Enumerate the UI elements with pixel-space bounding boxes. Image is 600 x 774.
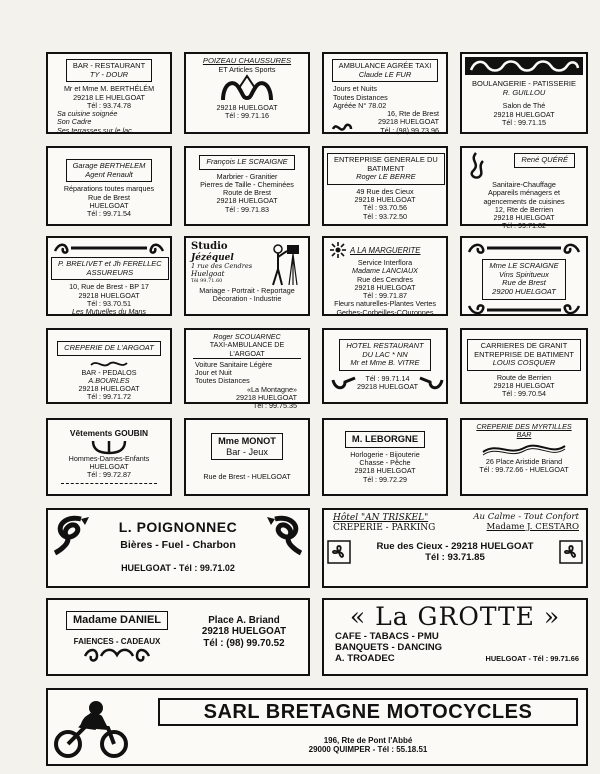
ad-text: Sanitaire-Chauffage [492,180,556,189]
ad-subtitle: Vins Spiritueux [499,269,549,279]
ad-address: 26 Place Aristide Briand [485,456,563,466]
ad-madame-daniel [46,598,310,676]
ad-owner: Madame LANCIAUX [352,266,418,276]
ad-address: HUELGOAT [89,461,129,471]
ad-text: Toutes Distances [195,376,250,386]
ad-phone: Tél : 99.70.54 [502,389,546,399]
shoe-logo-icon [217,74,277,104]
ad-m-leborgne [322,418,448,496]
ad-mme-monot [184,418,310,496]
ad-address: Rue de Brest [88,192,130,202]
ad-text: Marbrier - Granitier [216,171,278,181]
ad-box [467,339,581,371]
ad-box [57,341,161,356]
ad-box [332,59,439,82]
dragon-ornament-icon [51,513,93,557]
ad-box [514,153,575,168]
ad-address: 29218 HUELGOAT [354,466,416,476]
ad-phone: Tél : 99.71.16 [225,111,269,121]
ad-address: «La Montagne» [247,384,297,394]
ad-phone: Tél : 99.75.35 [253,401,297,411]
ad-address: HUELGOAT [89,200,129,210]
ad-rene-quere [460,146,588,231]
ad-title: Hôtel "AN TRISKEL" [333,513,429,523]
ad-box [51,257,169,280]
ad-box [345,431,425,448]
scroll-ornament-icon [465,303,583,317]
dragon-ornament-icon [263,513,305,557]
ad-box [158,698,578,726]
ad-title: P. BRELIVET et Jh FERELLEC [58,259,162,268]
ad-box [66,611,168,630]
ad-address: 29218 HUELGOAT [216,103,278,112]
ad-address: 29218 HUELGOAT [493,381,555,391]
ad-phone: Tél : 93.71.85 [425,551,485,563]
ad-title: L'ARGOAT [229,348,265,358]
ad-box [199,155,294,170]
ad-creperie-argoat [46,328,172,404]
ad-studio-jezequel [184,236,310,316]
ad-title: DU LAC * NN [362,349,408,359]
ad-title: HOTEL RESTAURANT [346,341,424,350]
ad-text: BAR - PEDALOS [81,367,137,377]
ad-owner: A. TROADEC [335,652,395,664]
ad-address: 12, Rte de Berrien [494,204,554,214]
ad-poizeau-chaussures [184,52,310,134]
photographer-icon [267,241,305,287]
ad-text: Pierres de Taille - Cheminées [200,179,294,189]
ad-francois-le-scraigne [184,146,310,226]
ad-entreprise-le-berre [322,146,448,226]
ad-phone: Tél 99.71.60 [191,277,223,284]
ad-owner: LOUIS COSQUER [492,358,556,368]
ad-phone: Tél : 99.71.83 [225,204,269,214]
ad-box [66,59,152,82]
ad-owner: Roger SCOUARNEC [213,332,281,341]
ad-address: Route de Berrien [496,372,552,382]
ad-box [466,78,582,99]
ad-text: Fleurs naturelles-Plantes Vertes [334,299,436,309]
ad-title: ENTREPRISE DE BATIMENT [474,349,574,359]
ad-subtitle: Bar - Jeux [226,446,268,457]
ad-subtitle: CREPERIE - PARKING [333,523,436,534]
ad-phone: Tél : 99.71.14 [365,373,410,383]
ad-box [327,153,445,185]
ad-text: agencements de cuisines [483,196,565,206]
ad-subtitle: Agent Renault [85,169,133,179]
ad-phone: Tél : 99.71.87 [363,291,407,301]
ad-subtitle: Roger LE BERRE [356,172,416,182]
ad-vetements-goubin [46,418,172,496]
ad-address: Place A. Briand [208,615,280,626]
ad-taxi-scouarnec [184,328,310,411]
ad-title: BAR - RESTAURANT [72,61,146,70]
ad-address: 29218 HUELGOAT [357,381,418,391]
ad-phone: 29000 QUIMPER - Tél : 55.18.51 [308,745,428,755]
ornament-icon [331,121,353,135]
ad-title: Garage BERTHELEM [72,161,146,170]
fork-ornament-icon [89,439,129,455]
ad-text: CAFE - TABACS - PMU [335,630,439,642]
ad-address: Route de Brest [223,188,271,198]
flame-ornament-icon [465,151,487,181]
ad-hotel-du-lac [322,328,448,404]
ad-text: Réparations toutes marques [63,184,155,194]
ad-bretagne-motocycles [46,688,588,766]
ad-brelivet-ferellec [46,236,172,316]
ad-carrieres-cosquer [460,328,588,404]
ad-text: Hommes-Dames-Enfants [68,453,150,463]
ad-address: 29218 HUELGOAT [354,195,416,205]
ad-title: François LE SCRAIGNE [206,157,288,166]
ad-phone: Tél : (98) 99.73.96 [380,125,439,135]
ad-title: BOULANGERIE - PATISSERIE [472,79,576,88]
ad-phone: Tél : 99.72.66 - HUELGOAT [479,464,569,474]
ad-title: BATIMENT [367,163,405,173]
ad-text: Agréée N° 78.02 [333,100,387,110]
ad-mme-le-scraigne [460,236,588,316]
ad-owner: A.BOURLES [88,375,130,385]
ad-phone: Tél : 99.72.87 [87,470,131,480]
pipe-ornament-icon [331,374,357,392]
ad-phone: Tél : 99.72.29 [363,474,407,484]
pipe-ornament-icon [418,374,444,392]
ad-subtitle: ASSUREURS [86,267,134,277]
ad-address: 10, Rue de Brest - BP 17 [69,282,149,292]
ad-title: AMBULANCE AGRÉE TAXI [338,61,432,70]
ad-slogan: Ses terrasses sur le lac [57,125,132,135]
ad-title: SARL BRETAGNE MOTOCYCLES [203,700,533,723]
ad-address: 29218 HUELGOAT [201,626,287,638]
ad-address: 29218 HUELGOAT [493,213,555,223]
triskel-icon [559,540,583,564]
ad-title: POIZEAU CHAUSSURES [202,56,292,65]
ad-phone: Tél : 93.70.56 [363,203,407,213]
ad-phone: Tél : 93.70.51 [87,298,131,308]
ad-title: Madame DANIEL [72,614,162,626]
ad-brand: Studio [191,241,228,252]
ad-title: Mme MONOT [218,436,276,446]
ad-box [66,159,153,182]
ad-boulangerie-guillou [460,52,588,134]
scroll-ornament-icon [81,646,153,664]
ad-la-grotte [322,598,588,676]
ad-phone: Tél : 93.74.78 [87,100,131,110]
ad-text: Horlogerie - Bijouterie [350,449,420,459]
scroll-ornament-icon [53,241,165,255]
ad-owner: Madame J. CESTARO [486,521,579,532]
ad-subtitle: R. GUILLOU [502,87,546,97]
ad-creperie-myrtilles [460,418,588,496]
ad-title: Vêtements GOUBIN [69,428,149,438]
ad-address: Rue des Cieux - 29218 HUELGOAT [376,540,534,552]
ad-poignonnec [46,508,310,588]
ad-phone: HUELGOAT - Tél : 99.71.02 [121,563,235,573]
ad-phone: Tél : (98) 99.70.52 [203,637,285,649]
ad-subtitle: Claude LE FUR [358,69,412,79]
ad-address: 29218 HUELGOAT [236,392,297,402]
ad-address: 29218 LE HUELGOAT [73,92,145,102]
ad-text: Mariage - Portrait - Reportage [199,286,295,295]
ad-text: Toutes Distances [333,92,388,102]
ad-address: Huelgoat [191,269,225,279]
ad-address: 29218 HUELGOAT [493,109,555,119]
ad-address: 29218 HUELGOAT [78,384,140,394]
ad-subtitle: FAIENCES - CADEAUX [73,636,161,646]
ad-address: 16, Rte de Brest [387,109,439,119]
ribbon-ornament-icon [479,440,569,458]
ad-title: TAXI-AMBULANCE DE [209,340,285,350]
ad-box [339,339,430,371]
ad-ambulance-le-fur [322,52,448,134]
ad-subtitle: BAR [516,430,532,440]
ad-title: René QUÉRÉ [521,155,568,164]
ad-address: 29218 HUELGOAT [354,282,416,292]
ad-slogan: Sa cuisine soignée [57,109,118,119]
ad-slogan: Les Mutuelles du Mans [72,307,146,317]
ad-text: Salon de Thé [502,101,546,111]
ad-box [482,259,565,300]
motorcycle-icon [52,696,132,760]
ad-text: Jour et Nuit [195,368,232,378]
ad-title: « La GROTTE » [349,602,561,631]
ad-address: Rue de Brest - HUELGOAT [203,472,291,482]
ad-title: CREPERIE DES MYRTILLES [476,422,572,431]
ad-title: ENTREPRISE GENERALE DU [334,155,438,164]
ad-subtitle: TY - DOUR [89,69,129,79]
ad-title: Jézéquel [191,252,234,263]
ad-phone: Tél : 93.72.50 [363,211,407,221]
ad-a-la-marguerite [322,236,448,316]
ad-text: BANQUETS - DANCING [335,641,443,653]
scroll-ornament-icon [465,241,583,255]
ad-phone: Tél : 99.71.72 [87,392,131,402]
ad-address: 29218 HUELGOAT [216,196,278,206]
ad-phone: Tél : 99.71.15 [502,117,546,127]
ad-address: Rue de Brest [502,278,546,288]
ad-title: M. LEBORGNE [351,433,419,444]
flower-icon [329,241,347,259]
ad-title: Mme LE SCRAIGNE [489,261,559,270]
ad-address: 1 rue des Cendres [191,261,253,270]
ad-title: CARRIERES DE GRANIT [480,341,568,350]
ad-slogan: Son Cadre [57,117,92,127]
scroll-ornament-icon [465,57,583,75]
ad-phone: HUELGOAT - Tél : 99.71.66 [485,654,579,664]
ad-subtitle: ET Articles Sports [218,64,276,74]
ad-text: Service Interflora [357,258,413,267]
ad-ty-dour [46,52,172,134]
ad-text: Gerbes-Corbeilles-COuronnes [336,307,434,317]
ad-title: CREPERIE DE L'ARGOAT [64,343,154,352]
ad-slogan: Au Calme - Tout Confort [473,512,579,522]
ad-address: Rue des Cendres [357,274,413,284]
ad-phone: Tél : 99.71.54 [87,209,131,219]
ad-subtitle: Bières - Fuel - Charbon [120,538,236,551]
ad-owner: Mr et Mme M. BERTHÉLÉM [63,84,155,94]
ad-address: 29218 HUELGOAT [378,117,439,127]
ad-title: A LA MARGUERITE [350,246,421,255]
ad-title: L. POIGNONNEC [118,519,238,536]
ad-text: Voiture Sanitaire Légère [195,359,273,369]
ad-phone: Tél : 99.71.82 [502,221,546,231]
triskel-icon [327,540,351,564]
ad-address: 49 Rue des Cieux [356,186,414,196]
ad-text: Jours et Nuits [333,84,377,94]
ad-text: Appareils ménagers et [488,188,560,198]
ad-owner: Mr et Mme B. VITRE [350,358,420,368]
ad-address: 29200 HUELGOAT [492,286,556,296]
ad-garage-berthelem [46,146,172,226]
ad-hotel-an-triskel [322,508,588,588]
ad-address: 196, Rte de Pont l'Abbé [323,736,413,745]
ad-text: Chasse - Pêche [359,458,411,468]
ad-address: 29218 HUELGOAT [78,290,140,300]
ad-box [211,433,283,460]
ad-text: Décoration - Industrie [212,294,282,304]
